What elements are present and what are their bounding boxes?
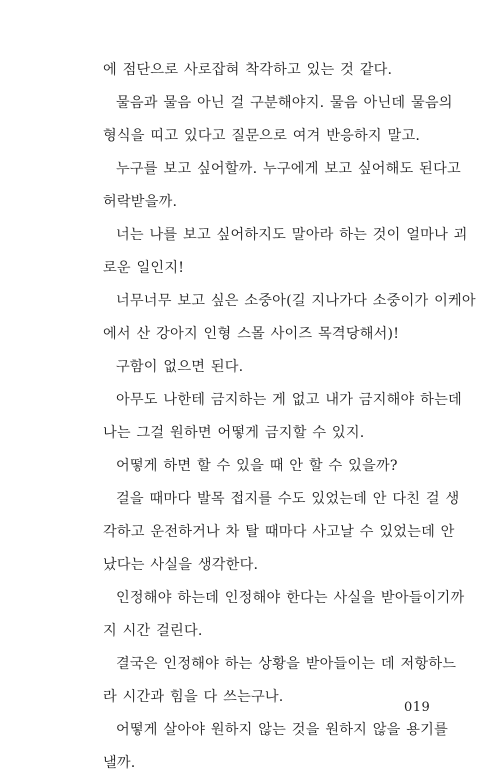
text-line: 물음과 물음 아닌 걸 구분해야지. 물음 아닌데 물음의 <box>116 95 453 111</box>
text-line: 로운 일인지! <box>103 260 185 276</box>
text-line: 너무너무 보고 싶은 소중아(길 지나가다 소중이가 이케아 <box>116 293 476 309</box>
text-line: 인정해야 하는데 인정해야 한다는 사실을 받아들이기까 <box>116 590 465 606</box>
text-line: 걸을 때마다 발목 접지를 수도 있었는데 안 다친 걸 생 <box>116 491 460 507</box>
text-line: 허락받을까. <box>103 194 178 210</box>
text-line: 나는 그걸 원하면 어떻게 금지할 수 있지. <box>103 425 365 441</box>
text-line: 아무도 나한테 금지하는 게 없고 내가 금지해야 하는데 <box>116 392 462 408</box>
text-line: 지 시간 걸린다. <box>103 623 203 639</box>
text-line: 구함이 없으면 된다. <box>116 359 244 375</box>
text-line: 누구를 보고 싶어할까. 누구에게 보고 싶어해도 된다고 <box>116 161 461 177</box>
text-line: 결국은 인정해야 하는 상황을 받아들이는 데 저항하느 <box>116 656 457 672</box>
text-line: 났다는 사실을 생각한다. <box>103 557 259 573</box>
page-number: 019 <box>404 700 431 715</box>
text-line: 형식을 띠고 있다고 질문으로 여겨 반응하지 말고. <box>103 128 421 144</box>
body-text <box>103 60 476 773</box>
text-line: 에 점단으로 사로잡혀 착각하고 있는 것 같다. <box>103 62 393 78</box>
text-line: 라 시간과 힘을 다 쓰는구나. <box>103 689 284 705</box>
text-line: 에서 산 강아지 인형 스몰 사이즈 목격당해서)! <box>103 326 400 342</box>
text-line: 각하고 운전하거나 차 탈 때마다 사고날 수 있었는데 안 <box>103 524 455 540</box>
text-line: 어떻게 살아야 원하지 않는 것을 원하지 않을 용기를 <box>116 722 448 738</box>
text-line: 너는 나를 보고 싶어하지도 말아라 하는 것이 얼마나 괴 <box>116 227 468 243</box>
text-line: 낼까. <box>103 755 136 771</box>
text-line: 어떻게 하면 할 수 있을 때 안 할 수 있을까? <box>116 458 398 474</box>
